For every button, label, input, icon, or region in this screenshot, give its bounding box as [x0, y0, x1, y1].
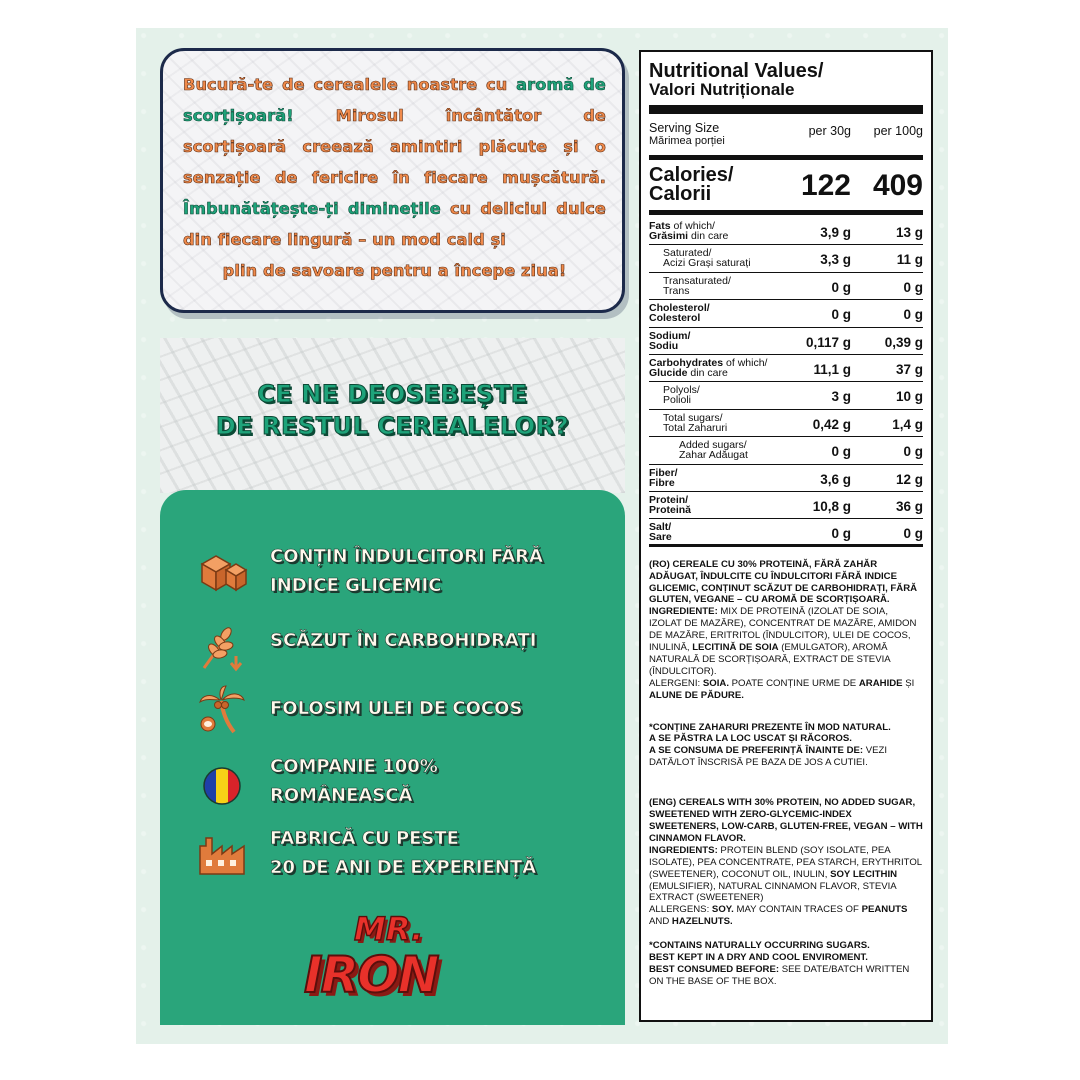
nutrient-row	[649, 273, 923, 300]
nutrient-name: Carbohydrates	[649, 356, 724, 369]
calories-value-30g: 122	[800, 169, 851, 202]
nutrient-name-ro: Zahar Adăugat	[679, 449, 748, 462]
allergen-highlight: SOY LECITHIN	[830, 868, 898, 880]
romania-flag-icon	[196, 760, 248, 812]
nutrient-value-30g: 3 g	[831, 389, 851, 405]
note-line: SEE DATE/BATCH WRITTEN ON THE BASE OF THE BOX.	[649, 963, 910, 987]
feature-label: FOLOSIM ULEI DE COCOS	[270, 698, 523, 719]
nutrient-row	[649, 300, 923, 327]
nutrient-name-ro: Trans	[663, 284, 690, 297]
nutrient-value-100g: 0 g	[903, 279, 923, 295]
allergens-label-en: ALLERGENS:	[649, 904, 712, 916]
allergen-highlight: PEANUTS	[861, 904, 908, 916]
divider	[649, 105, 923, 114]
nutrient-table	[649, 218, 923, 547]
intro-text-part: Mirosul încântător de scorțișoară creează amintiri plăcute și o senzație de fericire în fiecare mușcătură.	[183, 106, 606, 187]
nutrient-row	[649, 328, 923, 355]
nutrient-row	[649, 465, 923, 492]
feature-label: 20 DE ANI DE EXPERIENȚĂ	[270, 857, 537, 878]
nutrient-value-30g: 0 g	[831, 526, 851, 542]
logo-mr-text: MR.	[354, 910, 424, 948]
nutrient-value-30g: 0,117 g	[805, 334, 851, 350]
nutrient-row	[649, 245, 923, 272]
intro-text-highlight: Îmbunătățește-ți diminețile	[183, 199, 441, 218]
allergens-text-part: AND	[649, 916, 672, 928]
allergen-highlight: SOY.	[711, 904, 734, 916]
nutrient-name-ro: Polioli	[663, 394, 692, 407]
allergen-highlight: HAZELNUTS.	[671, 916, 733, 928]
allergen-highlight: SOIA.	[702, 677, 729, 689]
allergen-highlight: LECITINĂ DE SOIA	[692, 642, 779, 654]
nutrient-value-100g: 13 g	[895, 225, 923, 240]
nutrient-value-100g: 0 g	[903, 526, 923, 542]
nutrient-name-tail: of which/	[723, 356, 768, 369]
serving-label: Serving Size	[649, 121, 720, 135]
nutrient-value-100g: 37 g	[895, 361, 923, 377]
allergens-text-part: MAY CONTAIN TRACES OF	[733, 904, 862, 916]
divider	[649, 210, 923, 215]
note-line: VEZI DATĂ/LOT ÎNSCRISĂ PE BAZA DE JOS A CUTIEI.	[649, 745, 888, 769]
feature-label: ROMÂNEASCĂ	[270, 785, 413, 806]
section-headline	[160, 378, 625, 442]
note-line: *CONTAINS NATURALLY OCCURRING SUGARS.	[649, 940, 870, 952]
feature-label: SCĂZUT ÎN CARBOHIDRAȚI	[270, 630, 537, 651]
ingredients-label-ro: INGREDIENTE:	[649, 606, 718, 618]
intro-text	[183, 69, 606, 286]
nutrient-name-ro: Glucide	[649, 366, 688, 379]
calories-label-ro: Calorii	[649, 183, 712, 205]
nutrient-value-30g: 0 g	[831, 307, 851, 323]
nutrient-name: Total sugars/	[663, 411, 723, 424]
column-header-per30: per 30g	[808, 124, 851, 138]
note-label: BEST CONSUMED BEFORE:	[649, 963, 780, 975]
calories-row	[649, 163, 923, 207]
nutrient-row	[649, 492, 923, 519]
nutrient-name-ro: Proteină	[649, 503, 692, 516]
nutrient-value-100g: 0 g	[903, 444, 923, 460]
wheat-down-icon	[196, 622, 248, 674]
calories-value-100g: 409	[872, 169, 923, 202]
note-line: *CONȚINE ZAHARURI PREZENTE ÎN MOD NATURAL.	[649, 721, 891, 733]
ingredients-label-en: INGREDIENTS:	[649, 844, 718, 856]
nutrition-subtitle: Valori Nutriționale	[649, 80, 795, 99]
nutrient-name-ro: Sodiu	[649, 339, 679, 352]
feature-label: INDICE GLICEMIC	[270, 575, 442, 596]
nutrient-value-30g: 0,42 g	[812, 416, 851, 432]
nutrient-name-ro: Colesterol	[649, 312, 701, 325]
brand-logo	[296, 910, 486, 1015]
column-header-per100: per 100g	[873, 124, 923, 138]
sweetener-cubes-icon	[196, 546, 248, 598]
intro-text-highlight: aromă de scorțișoară!	[183, 75, 606, 125]
nutrient-row	[649, 355, 923, 382]
nutrition-title: Nutritional Values/	[649, 60, 824, 82]
serving-label-ro: Mărimea porției	[649, 135, 725, 147]
nutrient-value-30g: 0 g	[831, 279, 851, 295]
calories-label: Calories/	[649, 164, 734, 186]
allergens-text-part: POATE CONȚINE URME DE	[728, 677, 859, 689]
nutrient-name-ro: Grăsimi	[649, 230, 689, 242]
nutrition-panel	[639, 50, 933, 1022]
nutrient-row	[649, 218, 923, 245]
nutrient-value-30g: 0 g	[831, 444, 851, 460]
ingredients-text	[649, 559, 923, 988]
nutrient-value-100g: 11 g	[896, 252, 923, 268]
nutrient-name-ro: Acizi Grași saturați	[663, 257, 751, 270]
nutrient-name: Saturated/	[663, 247, 712, 260]
nutrient-name: Salt/	[649, 521, 672, 534]
ingredients-text-part: (EMULSIFIER), NATURAL CINNAMON FLAVOR, STEVIA EXTRACT (SWEETENER)	[649, 880, 897, 904]
intro-text-last-line: plin de savoare pentru a începe ziua!	[222, 261, 567, 280]
factory-icon	[196, 828, 248, 880]
note-label: A SE CONSUMA DE PREFERINȚĂ ÎNAINTE DE:	[649, 745, 864, 757]
nutrient-name: Protein/	[649, 493, 689, 506]
intro-box	[160, 48, 625, 313]
serving-size-row	[649, 118, 923, 152]
intro-text-part: cu deliciul dulce din fiecare lingură – un mod cald și	[183, 199, 606, 249]
nutrient-name: Transaturated/	[663, 274, 731, 287]
feature-label: COMPANIE 100%	[270, 756, 438, 777]
nutrient-value-100g: 0,39 g	[884, 334, 923, 350]
nutrient-value-30g: 11,1 g	[813, 361, 851, 377]
headline-line: DE RESTUL CEREALELOR?	[215, 412, 570, 440]
nutrient-name-tail: din care	[688, 230, 729, 242]
nutrient-name: Cholesterol/	[649, 302, 710, 315]
divider	[649, 155, 923, 160]
nutrient-name: Polyols/	[663, 384, 700, 397]
headline-line: CE NE DEOSEBEȘTE	[257, 380, 528, 408]
nutrient-value-100g: 10 g	[895, 389, 923, 405]
nutrient-name: Sodium/	[649, 329, 691, 342]
nutrient-value-30g: 3,6 g	[820, 471, 851, 487]
allergens-text-part: ȘI	[902, 677, 915, 689]
nutrient-value-100g: 36 g	[895, 498, 923, 514]
nutrient-row	[649, 519, 923, 546]
nutrient-name-tail: of which/	[670, 220, 715, 232]
nutrient-value-30g: 3,9 g	[820, 225, 851, 240]
feature-label: CONȚIN ÎNDULCITORI FĂRĂ	[270, 546, 543, 567]
intro-text-part: Bucură-te de cerealele noastre cu	[183, 75, 517, 94]
nutrient-value-100g: 1,4 g	[892, 416, 923, 432]
feature-label: FABRICĂ CU PESTE	[270, 828, 459, 849]
coconut-palm-icon	[196, 684, 248, 736]
nutrient-name-ro: Total Zaharuri	[663, 421, 728, 434]
nutrient-name: Fats	[649, 220, 671, 232]
allergen-highlight: ARAHIDE	[858, 677, 903, 689]
note-line: BEST KEPT IN A DRY AND COOL ENVIROMENT.	[649, 952, 868, 964]
nutrient-row	[649, 382, 923, 409]
logo-iron-text: IRON	[304, 946, 438, 1004]
nutrient-value-30g: 10,8 g	[812, 498, 851, 514]
nutrient-name-tail: din care	[687, 366, 728, 379]
allergen-highlight: ALUNE DE PĂDURE.	[649, 689, 744, 701]
nutrient-value-100g: 12 g	[895, 471, 923, 487]
nutrient-name-ro: Fibre	[649, 476, 675, 489]
allergens-label-ro: ALERGENI:	[649, 677, 703, 689]
nutrient-name-ro: Sare	[649, 531, 672, 544]
nutrient-name: Added sugars/	[679, 439, 747, 452]
nutrient-row	[649, 410, 923, 437]
ingredients-text-part: MIX DE PROTEINĂ (IZOLAT DE SOIA, IZOLAT DE MAZĂRE), CONCENTRAT DE MAZĂRE, AMIDON DE MAZĂRE, ERITRITOL (ÎNDULCITOR), ULEI DE COCOS, INULINĂ,	[649, 606, 917, 654]
product-description-ro: (RO) CEREALE CU 30% PROTEINĂ, FĂRĂ ZAHĂR ADĂUGAT, ÎNDULCITE CU ÎNDULCITORI FĂRĂ INDICE GLICEMIC, CONȚINUT SCĂZUT DE CARBOHIDRAȚI, FĂRĂ GLUTEN, VEGANE – CU AROMĂ DE SCORȚIȘOARĂ.	[649, 558, 918, 606]
product-description-en: (ENG) CEREALS WITH 30% PROTEIN, NO ADDED SUGAR, SWEETENED WITH ZERO-GLYCEMIC-INDEX SWEETENERS, LOW-CARB, GLUTEN-FREE, VEGAN – WITH CINNAMON FLAVOR.	[649, 797, 923, 844]
ingredients-text-part: PROTEIN BLEND (SOY ISOLATE, PEA ISOLATE), PEA CONCENTRATE, PEA STARCH, ERYTHRITOL (SWEETENER), COCONUT OIL, INULIN,	[649, 844, 922, 880]
nutrient-value-30g: 3,3 g	[820, 252, 851, 268]
ingredients-text-part: (EMULGATOR), AROMĂ NATURALĂ DE SCORȚIȘOARĂ, EXTRACT DE STEVIA (ÎNDULCITOR).	[649, 642, 891, 677]
nutrient-value-100g: 0 g	[903, 307, 923, 323]
nutrient-row	[649, 437, 923, 464]
note-line: A SE PĂSTRA LA LOC USCAT ȘI RĂCOROS.	[649, 733, 852, 745]
nutrient-name: Fiber/	[649, 466, 678, 479]
